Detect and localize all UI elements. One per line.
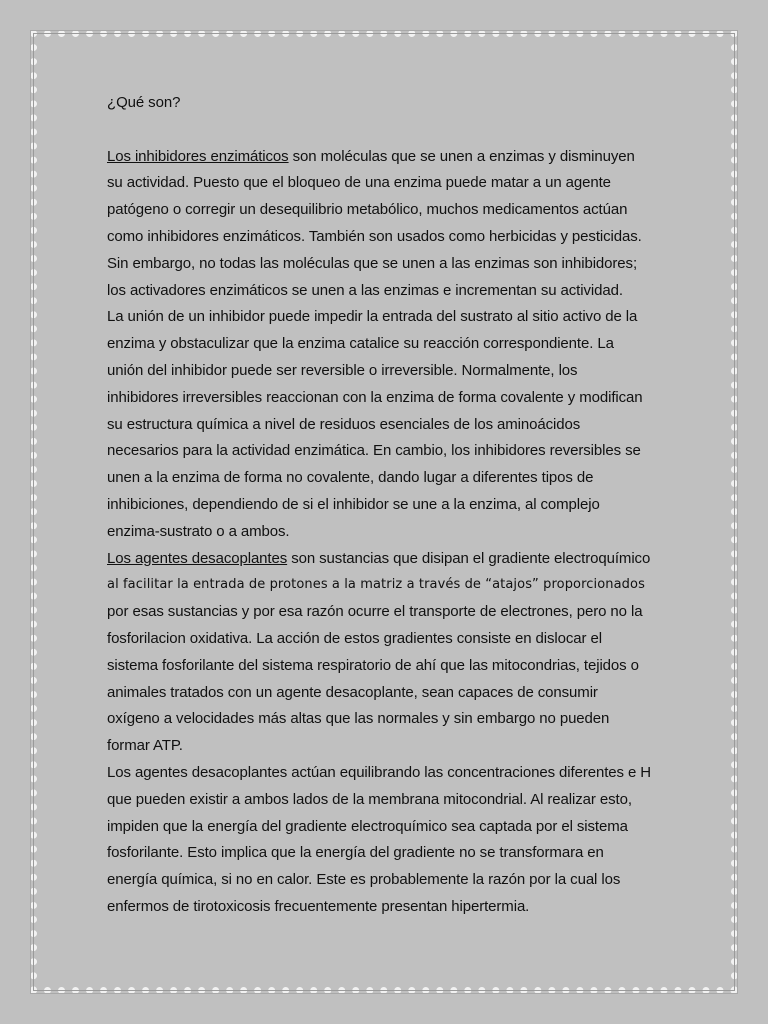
text-line: inhibidores irreversibles reaccionan con la enzima de forma covalente y modifican <box>107 388 643 406</box>
text-line: por esas sustancias y por esa razón ocurre el transporte de electrones, pero no la <box>107 603 643 621</box>
text-line: oxígeno a velocidades más altas que las normales y sin embargo no pueden <box>107 710 610 728</box>
text-line: enzima-sustrato o a ambos. <box>107 522 290 540</box>
text-line: patógeno o corregir un desequilibrio metabólico, muchos medicamentos actúan <box>107 201 628 219</box>
text-line: La unión de un inhibidor puede impedir la entrada del sustrato al sitio activo de la <box>107 308 638 326</box>
text-line: enfermos de tirotoxicosis frecuentemente presentan hipertermia. <box>107 897 530 915</box>
text-line: unión del inhibidor puede ser reversible o irreversible. Normalmente, los <box>107 361 578 379</box>
text-line: su actividad. Puesto que el bloqueo de una enzima puede matar a un agente <box>107 174 611 192</box>
text-line: impiden que la energía del gradiente electroquímico sea captada por el sistema <box>107 817 628 835</box>
text-line: fosforilacion oxidativa. La acción de estos gradientes consiste en dislocar el <box>107 629 602 647</box>
text-line: Los agentes desacoplantes actúan equilibrando las concentraciones diferentes e H <box>107 763 652 781</box>
text-line: que pueden existir a ambos lados de la membrana mitocondrial. Al realizar esto, <box>107 790 632 808</box>
text-line: unen a la enzima de forma no covalente, dando lugar a diferentes tipos de <box>107 469 594 487</box>
text-line: Los agentes desacoplantes son sustancias que disipan el gradiente electroquímico <box>107 549 651 567</box>
text-line: formar ATP. <box>107 737 183 755</box>
text-line: Sin embargo, no todas las moléculas que se unen a las enzimas son inhibidores; <box>107 254 638 272</box>
document-body <box>107 90 667 921</box>
paragraph-inhibidores <box>107 144 667 305</box>
text-line: inhibiciones, dependiendo de si el inhibidor se une a la enzima, al complejo <box>107 495 600 513</box>
text-line: energía química, si no en calor. Este es probablemente la razón por la cual los <box>107 871 621 889</box>
text-line-alt-font: al facilitar la entrada de protones a la matriz a través de “atajos” proporcionados <box>107 577 645 593</box>
term-inhibidores-enzimaticos: Los inhibidores enzimáticos <box>107 147 289 165</box>
text-line: su estructura química a nivel de residuos esenciales de los aminoácidos <box>107 415 581 433</box>
paragraph-union-inhibidor <box>107 304 667 545</box>
text-line: como inhibidores enzimáticos. También son usados como herbicidas y pesticidas. <box>107 227 642 245</box>
text-line: necesarios para la actividad enzimática. En cambio, los inhibidores reversibles se <box>107 442 641 460</box>
term-agentes-desacoplantes: Los agentes desacoplantes <box>107 549 288 567</box>
paragraph-desacoplantes <box>107 546 667 760</box>
text-line: animales tratados con un agente desacoplante, sean capaces de consumir <box>107 683 598 701</box>
text-line: sistema fosforilante del sistema respiratorio de ahí que las mitocondrias, tejidos o <box>107 656 639 674</box>
paragraph-equilibrio <box>107 760 667 921</box>
section-heading: ¿Qué son? <box>107 94 181 111</box>
text-line: los activadores enzimáticos se unen a las enzimas e incrementan su actividad. <box>107 281 623 299</box>
text-line: fosforilante. Esto implica que la energía del gradiente no se transformara en <box>107 844 604 862</box>
text-line: enzima y obstaculizar que la enzima catalice su reacción correspondiente. La <box>107 335 614 353</box>
text-line: Los inhibidores enzimáticos son moléculas que se unen a enzimas y disminuyen <box>107 147 635 165</box>
